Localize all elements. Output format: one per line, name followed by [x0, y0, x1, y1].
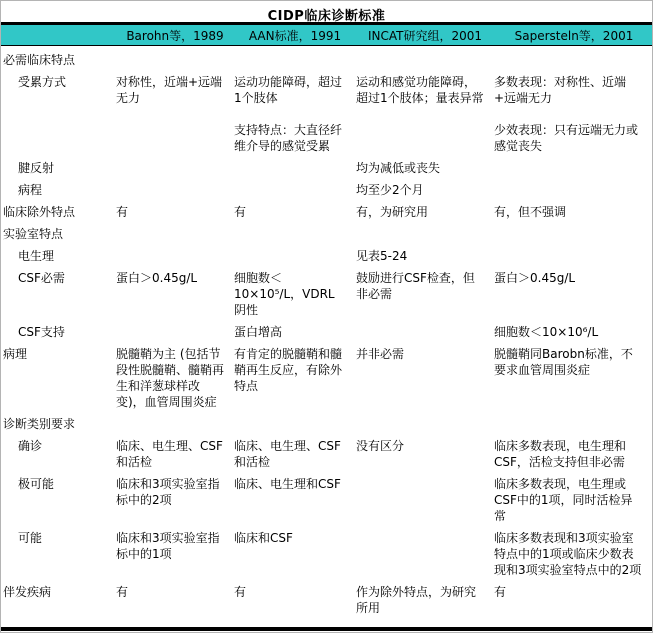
cell-paragraph: 蛋白＞0.45g/L: [116, 271, 198, 285]
cell-paragraph: 蛋白＞0.45g/L: [494, 271, 576, 285]
table-row-possible: [1, 530, 652, 578]
table-cell: [116, 346, 234, 410]
cell-paragraph: 作为除外特点，为研究所用: [356, 585, 477, 615]
row-label: 病理: [3, 347, 28, 361]
row-label: CSF必需: [18, 271, 65, 285]
table-row-definite: [1, 438, 652, 470]
row-label: 实验室特点: [3, 227, 64, 241]
table-cell: [234, 182, 356, 198]
cell-paragraph: 细胞数＜10×10⁵/L，VDRL阴性: [234, 271, 335, 317]
table-cell: [356, 530, 494, 578]
cell-paragraph: 有: [494, 585, 507, 599]
table-row-section-categories: [1, 416, 652, 432]
table-cell: [116, 74, 234, 154]
table-cell: [494, 270, 653, 318]
table-cell: [116, 416, 234, 432]
table-cell: [356, 416, 494, 432]
table-cell: [234, 52, 356, 68]
table-cell: [356, 226, 494, 242]
table-cell: [356, 346, 494, 410]
diagnostic-criteria-table: [1, 46, 652, 616]
cell-paragraph: 蛋白增高: [234, 325, 283, 339]
table-cell: [234, 74, 356, 154]
table-cell: [234, 584, 356, 616]
table-cell: [494, 476, 653, 524]
cell-paragraph: 临床和3项实验室指标中的2项: [116, 477, 220, 507]
table-row-pathology: [1, 346, 652, 410]
table-cell: [234, 270, 356, 318]
row-label: 诊断类别要求: [3, 417, 76, 431]
table-cell: [494, 226, 653, 242]
table-cell: [494, 160, 653, 176]
table-row-electrophysiology: [1, 248, 652, 264]
cell-paragraph: 临床、电生理、CSF和活检: [234, 439, 341, 469]
row-label: 腱反射: [18, 161, 55, 175]
cell-paragraph: 均至少2个月: [356, 183, 424, 197]
table-cell: [116, 204, 234, 220]
table-cell: [116, 182, 234, 198]
table-cell: [234, 346, 356, 410]
table-cell: [356, 324, 494, 340]
cell-paragraph: 临床多数表现，电生理或CSF中的1项，同时活检异常: [494, 477, 633, 523]
row-label: 受累方式: [18, 75, 67, 89]
table-row-involvement: [1, 74, 652, 154]
table-cell: [494, 346, 653, 410]
table-cell: [356, 584, 494, 616]
cell-paragraph: 少效表现：只有远端无力或感觉丧失: [494, 123, 639, 153]
cell-paragraph: 有: [234, 205, 247, 219]
cell-paragraph: 有: [116, 585, 129, 599]
table-cell: [116, 530, 234, 578]
cell-paragraph: 支持特点：大直径纤维介导的感觉受累: [234, 123, 343, 153]
table-cell: [494, 204, 653, 220]
row-label: 临床除外特点: [3, 205, 76, 219]
table-cell: [234, 476, 356, 524]
cell-paragraph: 鼓励进行CSF检查，但非必需: [356, 271, 475, 301]
cell-paragraph: 有: [116, 205, 129, 219]
table-cell: [116, 584, 234, 616]
row-label: 极可能: [18, 477, 55, 491]
table-cell: [356, 248, 494, 264]
cell-paragraph: 有: [234, 585, 247, 599]
table-cell: [116, 476, 234, 524]
table-cell: [356, 270, 494, 318]
table-cell: [494, 416, 653, 432]
row-label: CSF支持: [18, 325, 65, 339]
table-cell: [494, 584, 653, 616]
table-cell: [234, 438, 356, 470]
cell-paragraph: 临床和CSF: [234, 531, 293, 545]
table-cell: [494, 248, 653, 264]
table-cell: [234, 226, 356, 242]
table-header-row: [1, 25, 652, 46]
table-row-section-clinical: [1, 52, 652, 68]
column-header-saperstein: Sapersteln等，2001: [514, 28, 634, 43]
table-cell: [116, 52, 234, 68]
cell-paragraph: 临床、电生理、CSF和活检: [116, 439, 223, 469]
table-cell: [494, 74, 653, 154]
cell-paragraph: 见表5-24: [356, 249, 408, 263]
table-cell: [356, 52, 494, 68]
table-cell: [494, 324, 653, 340]
cell-paragraph: 脱髓鞘为主 (包括节段性脱髓鞘、髓鞘再生和洋葱球样改变)，血管周围炎症: [116, 347, 225, 409]
table-cell: [116, 160, 234, 176]
cell-paragraph: 没有区分: [356, 439, 405, 453]
table-row-probable: [1, 476, 652, 524]
table-row-csf-required: [1, 270, 652, 318]
table-row-section-lab: [1, 226, 652, 242]
row-label: 必需临床特点: [3, 53, 76, 67]
column-header-incat: INCAT研究组，2001: [367, 28, 483, 43]
table-cell: [356, 438, 494, 470]
cell-paragraph: 均为减低或丧失: [356, 161, 441, 175]
row-label: 伴发疾病: [3, 585, 52, 599]
cell-paragraph: 对称性，近端+远端无力: [116, 75, 223, 105]
table-cell: [234, 530, 356, 578]
cell-paragraph: 细胞数＜10×10⁶/L: [494, 325, 599, 339]
cell-paragraph: 运动功能障碍，超过1个肢体: [234, 75, 343, 105]
cell-paragraph: 多数表现：对称性、近端+远端无力: [494, 75, 627, 105]
table-cell: [494, 438, 653, 470]
table-row-tendon-reflex: [1, 160, 652, 176]
table-cell: [116, 270, 234, 318]
table-cell: [234, 416, 356, 432]
cell-paragraph: 临床、电生理和CSF: [234, 477, 341, 491]
table-cell: [494, 182, 653, 198]
table-row-exclusion: [1, 204, 652, 220]
table-cell: [116, 248, 234, 264]
table-cell: [356, 160, 494, 176]
column-header-aan: AAN标准，1991: [248, 28, 342, 43]
cell-paragraph: 运动和感觉功能障碍，超过1个肢体；量表异常: [356, 75, 484, 105]
table-row-associated-disease: [1, 584, 652, 616]
table-cell: [234, 160, 356, 176]
table-cell: [356, 476, 494, 524]
table-cell: [116, 438, 234, 470]
table-cell: [234, 248, 356, 264]
cell-paragraph: 有，但不强调: [494, 205, 567, 219]
cell-paragraph: 临床多数表现，电生理和CSF，活检支持但非必需: [494, 439, 627, 469]
table-cell: [494, 530, 653, 578]
table-cell: [234, 324, 356, 340]
table-row-course: [1, 182, 652, 198]
column-header-barohn: Barohn等，1989: [126, 28, 224, 43]
cell-paragraph: 有肯定的脱髓鞘和髓鞘再生反应，有除外特点: [234, 347, 343, 393]
table-cell: [356, 182, 494, 198]
table-cell: [356, 204, 494, 220]
table-cell: [494, 52, 653, 68]
cell-paragraph: 有，为研究用: [356, 205, 429, 219]
table-cell: [116, 226, 234, 242]
cell-paragraph: 临床多数表现和3项实验室特点中的1项或临床少数表现和3项实验室特点中的2项: [494, 531, 642, 577]
table-cell: [356, 74, 494, 154]
table-bottom-rule: [1, 627, 652, 631]
cell-paragraph: 脱髓鞘同Barobn标准，不要求血管周围炎症: [494, 347, 633, 377]
cell-paragraph: 临床和3项实验室指标中的1项: [116, 531, 220, 561]
table-title: CIDP临床诊断标准: [267, 9, 386, 24]
row-label: 确诊: [18, 439, 43, 453]
row-label: 电生理: [18, 249, 55, 263]
row-label: 病程: [18, 183, 43, 197]
table-cell: [234, 204, 356, 220]
table-cell: [116, 324, 234, 340]
table-row-csf-supportive: [1, 324, 652, 340]
cell-paragraph: 并非必需: [356, 347, 405, 361]
row-label: 可能: [18, 531, 43, 545]
